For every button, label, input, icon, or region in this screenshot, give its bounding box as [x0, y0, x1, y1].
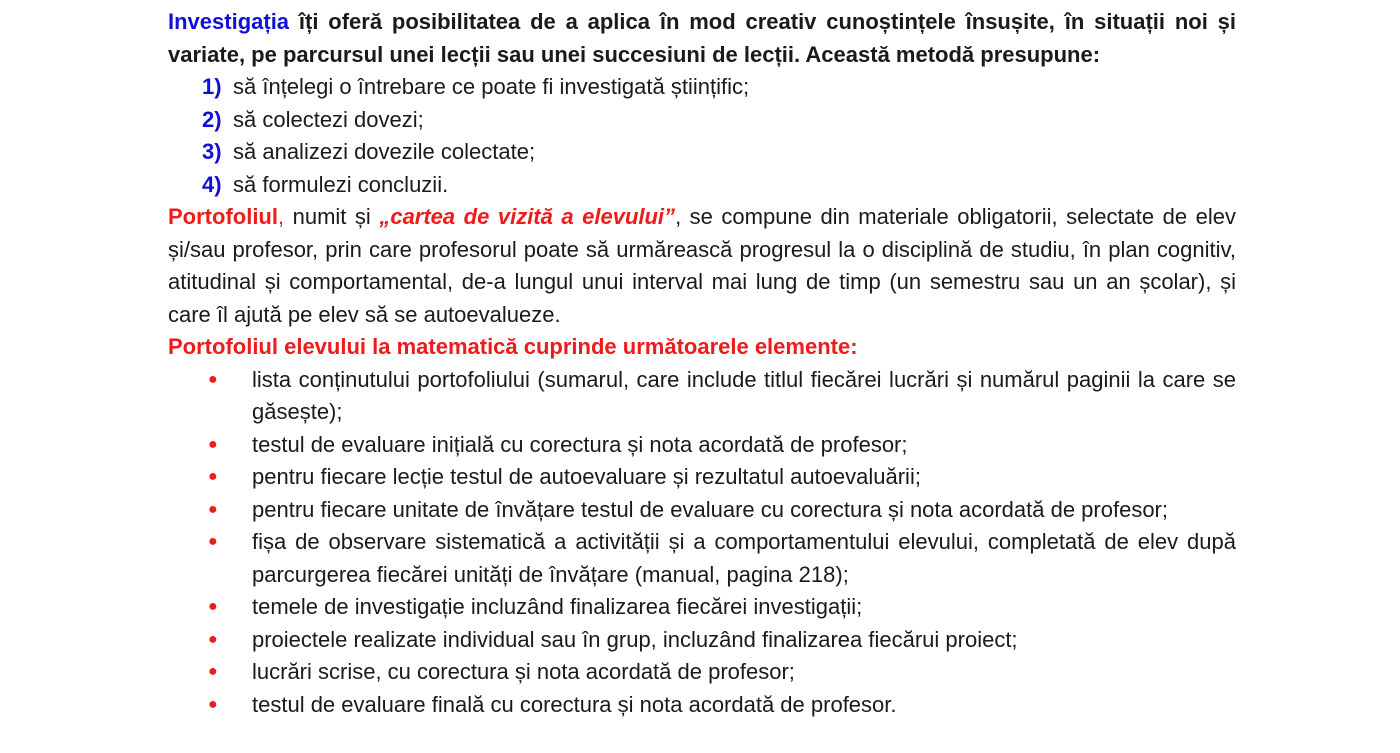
list-item — [168, 624, 1236, 657]
list-item — [168, 656, 1236, 689]
step-number: 1) — [202, 74, 222, 99]
step-text: să înțelegi o întrebare ce poate fi investigată științific; — [233, 74, 750, 99]
bullet-icon: ● — [208, 630, 218, 648]
step-number: 4) — [202, 171, 222, 197]
step-text: să formulezi concluzii. — [233, 171, 449, 197]
list-item — [168, 461, 1236, 494]
portofoliul-text-b: , se compune din materiale obligatorii, selectate de elev și/sau profesor, prin care profesorul poate să urmărească progresul la o disciplină de studiu, în plan cognitiv, atitudinal și comportamental, de-a lungul unui interval mai lung de timp (un semestru sau un an școlar), și care îl ajută pe elev să se autoevalueze. — [168, 204, 1236, 327]
list-item — [168, 591, 1236, 624]
list-item — [168, 689, 1236, 722]
investigatia-term: Investigația — [168, 9, 290, 34]
portofoliul-term: Portofoliul — [168, 204, 278, 229]
list-item-text: pentru fiecare unitate de învățare testul de evaluare cu corectura și nota acordată de profesor; — [252, 496, 1168, 522]
list-item-text: testul de evaluare inițială cu corectura și nota acordată de profesor; — [252, 431, 908, 457]
bullet-icon: ● — [208, 500, 218, 518]
list-item-text: testul de evaluare finală cu corectura și nota acordată de profesor. — [252, 691, 897, 717]
investigatia-text: îți oferă posibilitatea de a aplica în mod creativ cunoștințele însușite, în situații noi și variate, pe parcursul unei lecții sau unei succesiuni de lecții. Această metodă presupune: — [168, 9, 1236, 67]
list-item — [202, 136, 1236, 169]
investigatia-paragraph — [168, 6, 1236, 71]
portofoliul-comma: , — [277, 204, 285, 229]
document-page — [168, 6, 1236, 721]
list-item — [168, 429, 1236, 462]
list-item-text: fișa de observare sistematică a activității și a comportamentului elevului, completată de elev după parcurgerea fiecărei unități de învățare (manual, pagina 218); — [252, 529, 1236, 587]
list-item — [168, 364, 1236, 429]
portofoliul-paragraph — [168, 201, 1236, 331]
investigatia-steps-list — [168, 71, 1236, 201]
step-text: să analizezi dovezile colectate; — [233, 139, 536, 164]
list-item-text: lucrări scrise, cu corectura și nota acordată de profesor; — [252, 659, 795, 684]
list-item-text: proiectele realizate individual sau în grup, incluzând finalizarea fiecărui proiect; — [252, 626, 1018, 652]
bullet-icon: ● — [208, 533, 218, 550]
bullet-icon: ● — [208, 435, 218, 453]
bullet-icon: ● — [208, 598, 218, 615]
portofoliul-text-a: numit și — [284, 204, 380, 229]
list-item — [202, 71, 1236, 104]
list-item — [202, 169, 1236, 202]
portofoliul-quote: „cartea de vizită a elevului” — [379, 204, 676, 229]
list-item-text: temele de investigație incluzând finalizarea fiecărei investigații; — [252, 594, 863, 619]
elemente-list — [168, 364, 1236, 722]
bullet-icon: ● — [208, 663, 218, 680]
list-item — [168, 494, 1236, 527]
bullet-icon: ● — [208, 695, 218, 713]
step-number: 2) — [202, 106, 222, 132]
list-item — [168, 526, 1236, 591]
bullet-icon: ● — [208, 468, 218, 485]
elemente-heading: Portofoliul elevului la matematică cuprinde următoarele elemente: — [168, 334, 858, 359]
step-number: 3) — [202, 139, 222, 164]
step-text: să colectezi dovezi; — [233, 106, 424, 132]
list-item-text: lista conținutului portofoliului (sumarul, care include titlul fiecărei lucrări și numărul paginii la care se găsește); — [252, 366, 1236, 424]
list-item — [202, 104, 1236, 137]
bullet-icon: ● — [208, 370, 218, 388]
list-item-text: pentru fiecare lecție testul de autoevaluare și rezultatul autoevaluării; — [252, 464, 921, 489]
